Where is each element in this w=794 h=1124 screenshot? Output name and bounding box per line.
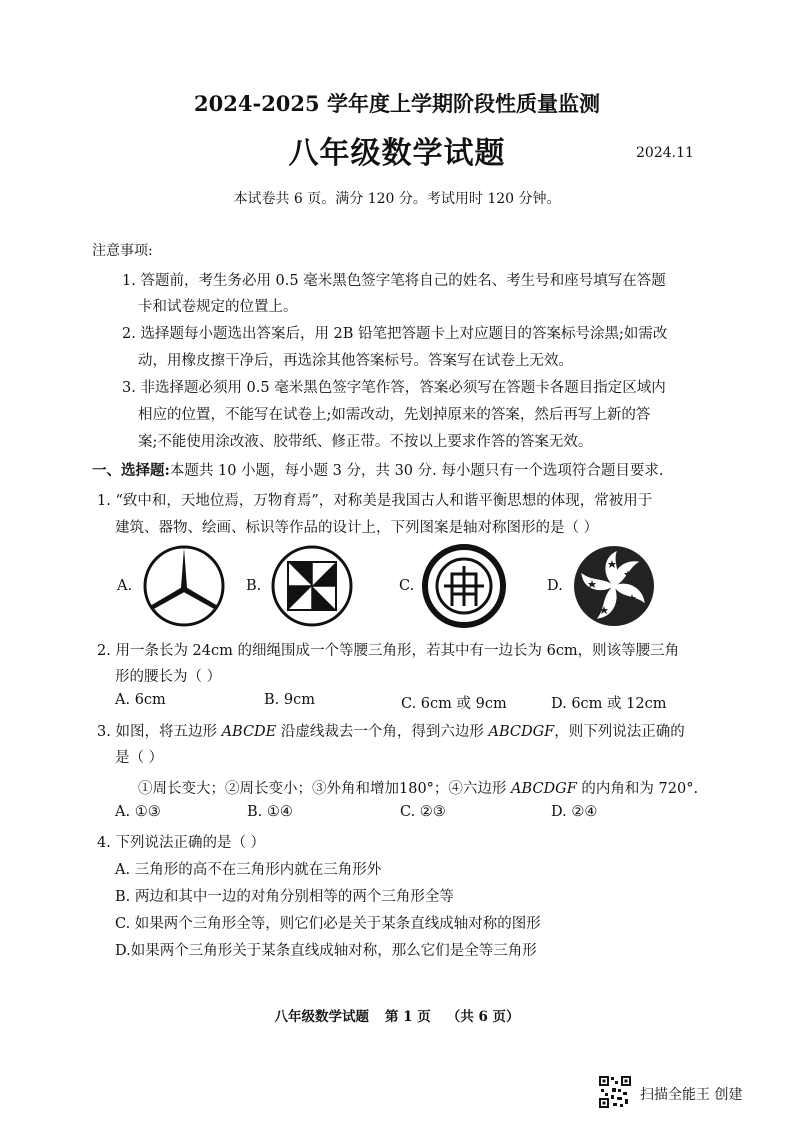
- q3-option-b: B. ①④: [247, 804, 293, 820]
- q2-option-c: C. 6cm 或 9cm: [401, 696, 507, 712]
- q4-stem: 4. 下列说法正确的是（ ）: [97, 835, 266, 851]
- q3-option-c: C. ②③: [400, 804, 446, 820]
- q3-line1: [97, 720, 685, 741]
- section-description: 本题共 10 小题，每小题 3 分，共 30 分. 每小题只有一个选项符合题目要求.: [169, 463, 664, 479]
- footer-subject: 八年级数学试题: [274, 1009, 369, 1025]
- q3-statements: [138, 777, 698, 798]
- q2-option-a: A. 6cm: [115, 692, 166, 708]
- bauhinia-emblem-icon: [572, 544, 656, 628]
- q3-option-a: A. ①③: [115, 804, 161, 820]
- q1-option-d-label: D.: [547, 578, 563, 594]
- q4-option-d: D.如果两个三角形关于某条直线成轴对称，那么它们是全等三角形: [115, 943, 537, 959]
- q4-option-c: C. 如果两个三角形全等，则它们必是关于某条直线成轴对称的图形: [115, 916, 541, 932]
- q2-line1: 2. 用一条长为 24cm 的细绳围成一个等腰三角形，若其中有一边长为 6cm，则该等腰三角: [97, 643, 680, 659]
- exam-title: 2024-2025 学年度上学期阶段性质量监测: [194, 91, 600, 116]
- q2-option-b: B. 9cm: [264, 692, 315, 708]
- q3-text: 3. 如图，将五边形: [97, 724, 222, 740]
- note-line: 3. 非选择题必须用 0.5 毫米黑色签字笔作答，答案必须写在答题卡各题目指定区域内: [122, 380, 666, 396]
- pinwheel-pattern-icon: [270, 544, 354, 628]
- footer-total: （共 6 页）: [446, 1009, 520, 1025]
- q1-line1: 1. “致中和，天地位焉，万物育焉”，对称美是我国古人和谐平衡思想的体现，常被用于: [97, 493, 653, 509]
- q4-option-a: A. 三角形的高不在三角形内就在三角形外: [115, 862, 382, 878]
- note-line: 卡和试卷规定的位置上。: [138, 299, 298, 315]
- q3-option-d: D. ②④: [551, 804, 598, 820]
- q1-line2: 建筑、器物、绘画、标识等作品的设计上，下列图案是轴对称图形的是（ ）: [115, 520, 599, 536]
- scanner-watermark: 扫描全能王 创建: [640, 1087, 743, 1103]
- q2-line2: 形的腰长为（ ）: [115, 669, 222, 685]
- q4-option-b: B. 两边和其中一边的对角分别相等的两个三角形全等: [115, 889, 454, 905]
- exam-subtitle: 八年级数学试题: [288, 136, 506, 171]
- q3-text: ，则下列说法正确的: [554, 724, 685, 740]
- q2-option-d: D. 6cm 或 12cm: [551, 696, 667, 712]
- q3-hexagon-name: ABCDGF: [488, 724, 555, 740]
- q3-text: ①周长变大；②周长变小；③外角和增加180°；④六边形: [138, 781, 512, 797]
- q1-option-a-label: A.: [117, 578, 133, 594]
- q1-option-c-label: C.: [399, 578, 415, 594]
- note-line: 2. 选择题每小题选出答案后，用 2B 铅笔把答题卡上对应题目的答案标号涂黑;如需改: [122, 326, 668, 342]
- note-line: 1. 答题前，考生务必用 0.5 毫米黑色签字笔将自己的姓名、考生号和座号填写在答题: [122, 273, 666, 289]
- mercedes-logo-icon: [142, 544, 226, 628]
- note-line: 案;不能使用涂改液、胶带纸、修正带。不按以上要求作答的答案无效。: [138, 434, 593, 450]
- footer-page: 第 1 页: [384, 1009, 431, 1025]
- q3-hexagon-name: ABCDGF: [511, 781, 577, 797]
- exam-info: 本试卷共 6 页。满分 120 分。考试用时 120 分钟。: [233, 191, 561, 207]
- note-line: 动，用橡皮擦干净后，再选涂其他答案标号。答案写在试卷上无效。: [138, 353, 573, 369]
- qr-code-icon: [598, 1075, 632, 1109]
- page-footer: [0, 1005, 794, 1025]
- section-heading: [92, 459, 663, 480]
- q3-line2: 是（ ）: [115, 750, 164, 766]
- q3-pentagon-name: ABCDE: [221, 724, 277, 740]
- q3-text: 沿虚线裁去一个角，得到六边形: [276, 724, 489, 740]
- section-label: 一、选择题:: [92, 462, 170, 479]
- notes-heading: 注意事项:: [92, 243, 153, 259]
- railway-logo-icon: [422, 544, 506, 628]
- q1-option-b-label: B.: [246, 578, 262, 594]
- note-line: 相应的位置，不能写在试卷上;如需改动，先划掉原来的答案，然后再写上新的答: [138, 407, 651, 423]
- q3-text: 的内角和为 720°.: [576, 781, 699, 797]
- exam-date: 2024.11: [636, 145, 694, 161]
